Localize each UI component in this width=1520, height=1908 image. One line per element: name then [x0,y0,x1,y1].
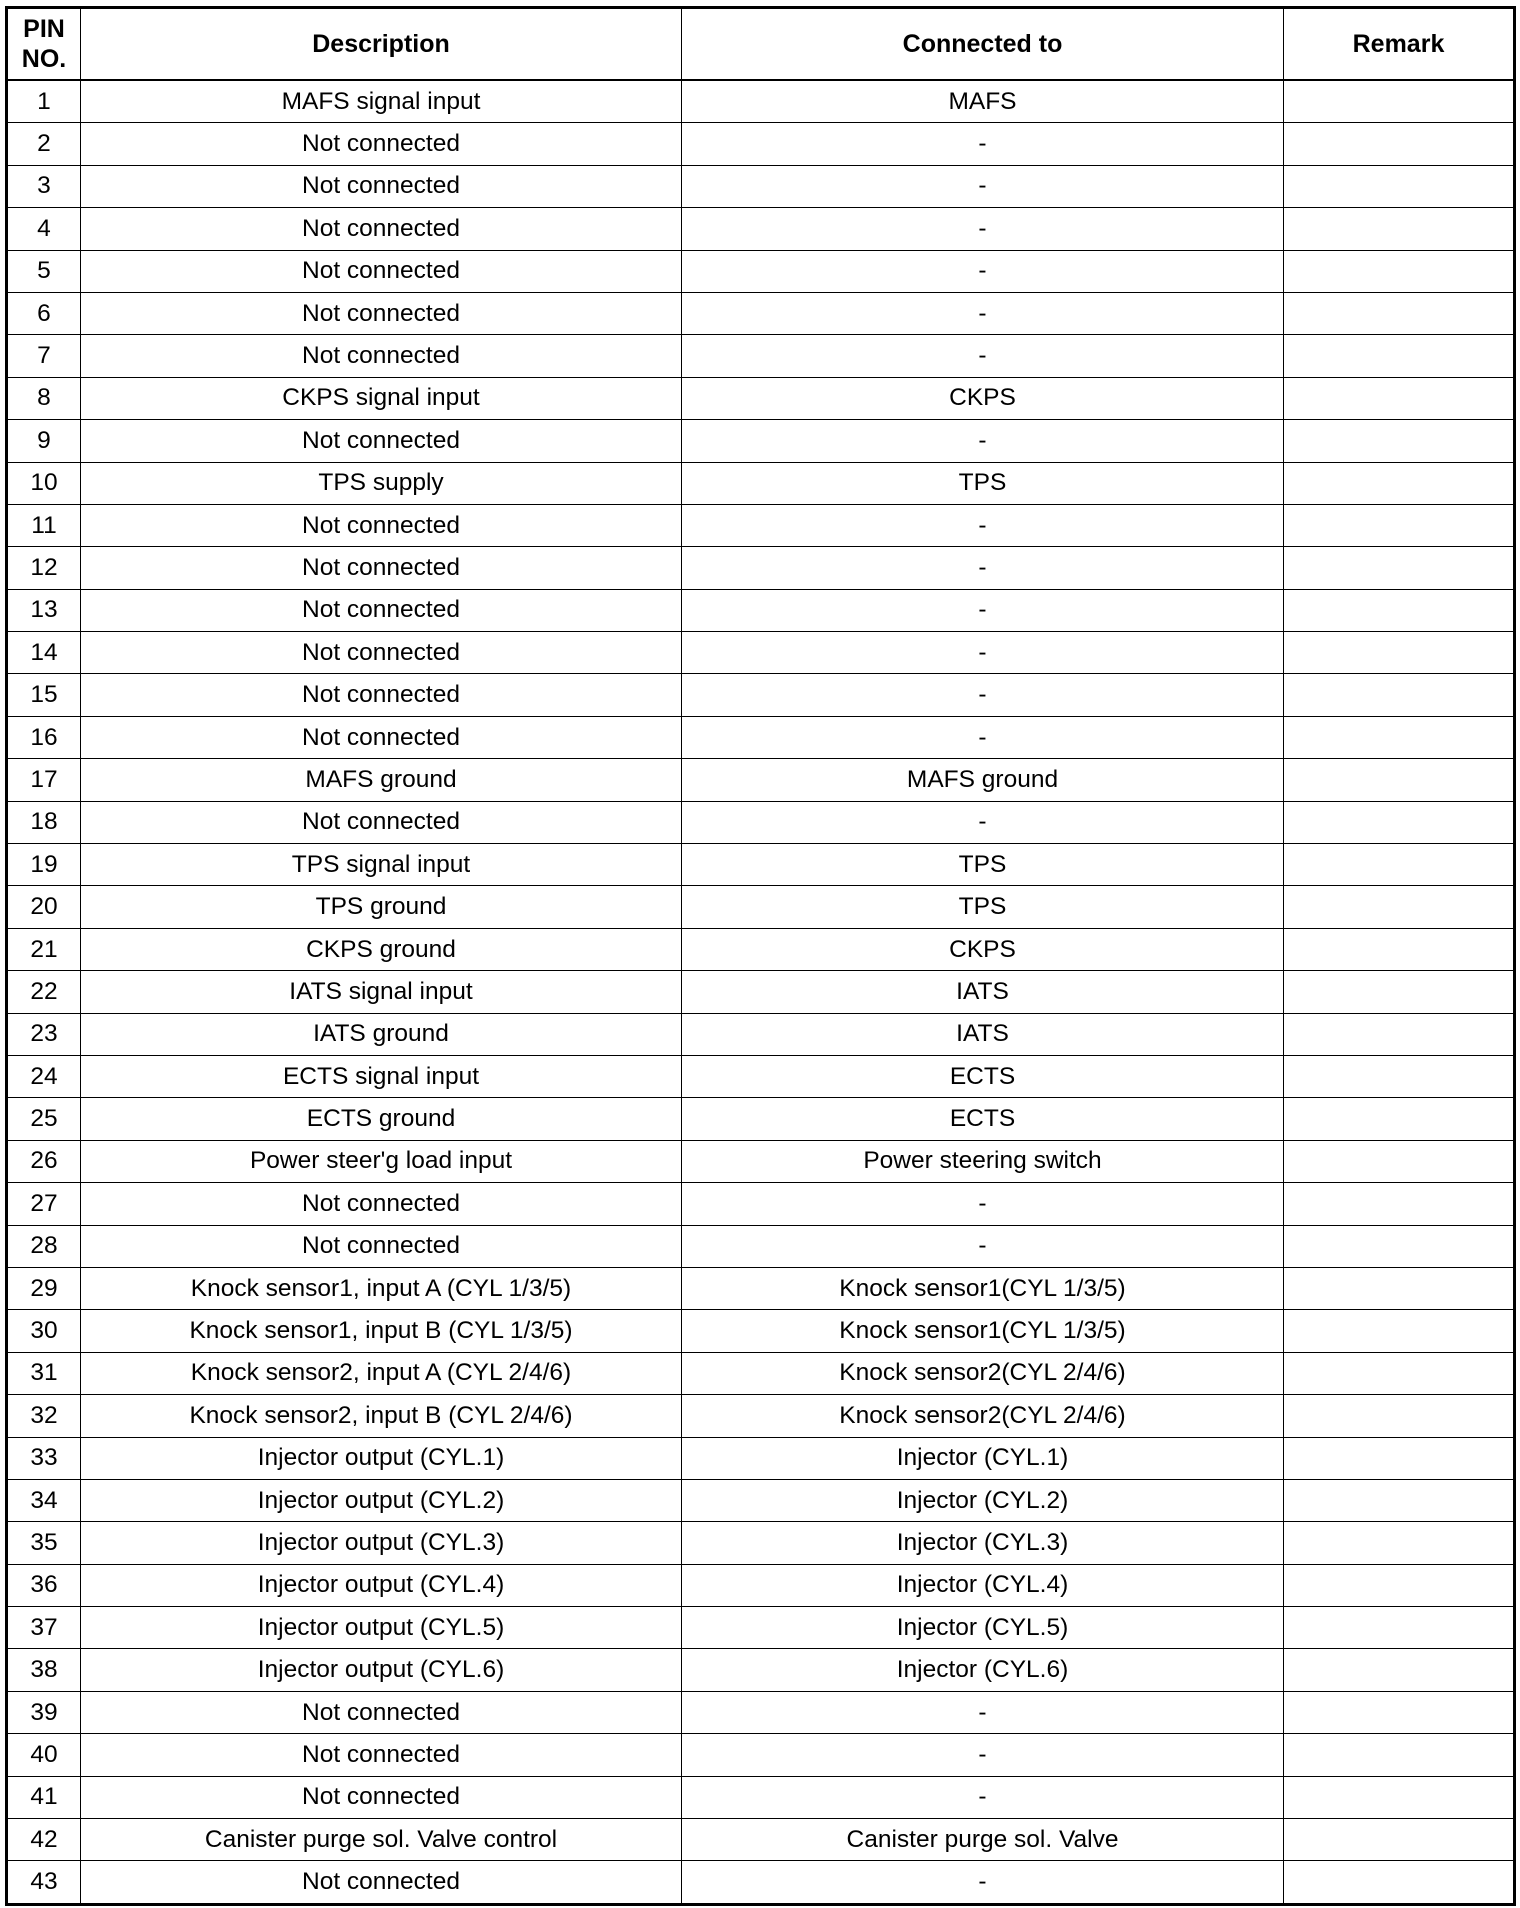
description-cell: Knock sensor1, input B (CYL 1/3/5) [81,1310,682,1352]
connected-to-cell: TPS [682,844,1284,886]
pin-no-cell: 33 [7,1437,81,1479]
description-cell: Not connected [81,632,682,674]
description-cell: Not connected [81,674,682,716]
connected-to-cell: MAFS ground [682,759,1284,801]
pin-no-cell: 2 [7,123,81,165]
description-cell: TPS supply [81,462,682,504]
pin-no-cell: 11 [7,504,81,546]
connected-to-cell: - [682,632,1284,674]
connected-to-cell: Knock sensor1(CYL 1/3/5) [682,1267,1284,1309]
description-cell: Not connected [81,1183,682,1225]
pin-no-cell: 14 [7,632,81,674]
pin-no-cell: 4 [7,208,81,250]
table-row [7,589,1515,631]
remark-cell [1284,80,1515,123]
pin-no-cell: 18 [7,801,81,843]
description-cell: TPS signal input [81,844,682,886]
connected-to-cell: Knock sensor1(CYL 1/3/5) [682,1310,1284,1352]
description-cell: IATS signal input [81,971,682,1013]
remark-cell [1284,971,1515,1013]
table-row [7,1649,1515,1691]
pin-no-cell: 28 [7,1225,81,1267]
pin-no-cell: 38 [7,1649,81,1691]
connected-to-cell: - [682,123,1284,165]
description-cell: Injector output (CYL.4) [81,1564,682,1606]
connected-to-cell: Injector (CYL.5) [682,1607,1284,1649]
table-row [7,504,1515,546]
pin-no-cell: 29 [7,1267,81,1309]
remark-cell [1284,1013,1515,1055]
connected-to-cell: - [682,504,1284,546]
pin-no-cell: 35 [7,1522,81,1564]
connected-to-cell: TPS [682,886,1284,928]
table-row [7,377,1515,419]
pin-no-cell: 39 [7,1691,81,1733]
table-header [7,8,1515,81]
connected-to-cell: IATS [682,971,1284,1013]
table-row [7,1437,1515,1479]
table-row [7,1691,1515,1733]
description-cell: Not connected [81,801,682,843]
remark-cell [1284,674,1515,716]
table-row [7,208,1515,250]
remark-cell [1284,547,1515,589]
description-cell: Not connected [81,208,682,250]
pin-no-cell: 40 [7,1734,81,1776]
table-row [7,1225,1515,1267]
table-row [7,716,1515,758]
description-cell: Not connected [81,165,682,207]
remark-cell [1284,1734,1515,1776]
description-cell: CKPS ground [81,928,682,970]
pin-no-cell: 30 [7,1310,81,1352]
description-cell: Not connected [81,420,682,462]
connected-to-cell: ECTS [682,1055,1284,1097]
connected-to-cell: - [682,801,1284,843]
remark-cell [1284,165,1515,207]
table-row [7,844,1515,886]
description-cell: Injector output (CYL.6) [81,1649,682,1691]
connected-to-cell: ECTS [682,1098,1284,1140]
connected-to-cell: - [682,1691,1284,1733]
connected-to-cell: Injector (CYL.1) [682,1437,1284,1479]
remark-cell [1284,1225,1515,1267]
connected-to-cell: CKPS [682,928,1284,970]
table-row [7,674,1515,716]
description-cell: Not connected [81,335,682,377]
table-row [7,1395,1515,1437]
pin-no-cell: 36 [7,1564,81,1606]
table-row [7,1522,1515,1564]
table-row [7,1564,1515,1606]
pin-no-cell: 13 [7,589,81,631]
remark-cell [1284,844,1515,886]
remark-cell [1284,1649,1515,1691]
table-row [7,1267,1515,1309]
connected-to-cell: - [682,1861,1284,1904]
connected-to-cell: - [682,335,1284,377]
remark-cell [1284,504,1515,546]
table-row [7,1479,1515,1521]
connected-to-cell: - [682,674,1284,716]
table-row [7,462,1515,504]
remark-cell [1284,335,1515,377]
pin-no-cell: 26 [7,1140,81,1182]
table-row [7,1776,1515,1818]
remark-cell [1284,632,1515,674]
table-row [7,1183,1515,1225]
table-row [7,420,1515,462]
table-row [7,1607,1515,1649]
table-row [7,1013,1515,1055]
pin-no-cell: 9 [7,420,81,462]
remark-cell [1284,801,1515,843]
description-cell: Canister purge sol. Valve control [81,1819,682,1861]
pin-no-cell: 8 [7,377,81,419]
pin-no-cell: 22 [7,971,81,1013]
description-cell: Not connected [81,250,682,292]
connected-to-cell: IATS [682,1013,1284,1055]
pin-no-cell: 42 [7,1819,81,1861]
remark-cell [1284,1522,1515,1564]
remark-cell [1284,1776,1515,1818]
pin-no-cell: 41 [7,1776,81,1818]
remark-cell [1284,1395,1515,1437]
remark-cell [1284,1055,1515,1097]
pin-no-cell: 27 [7,1183,81,1225]
remark-cell [1284,1183,1515,1225]
connected-to-cell: - [682,589,1284,631]
connected-to-cell: - [682,1776,1284,1818]
remark-cell [1284,1861,1515,1904]
connected-to-cell: Power steering switch [682,1140,1284,1182]
description-cell: Not connected [81,1225,682,1267]
connected-to-cell: - [682,716,1284,758]
pin-no-cell: 25 [7,1098,81,1140]
pin-no-cell: 16 [7,716,81,758]
description-cell: Not connected [81,504,682,546]
description-cell: Power steer'g load input [81,1140,682,1182]
header-pin-line2: NO. [21,45,67,73]
table-row [7,1352,1515,1394]
pin-no-cell: 6 [7,292,81,334]
table-row [7,1055,1515,1097]
pin-no-cell: 24 [7,1055,81,1097]
description-cell: Not connected [81,1691,682,1733]
table-row [7,1734,1515,1776]
description-cell: Not connected [81,123,682,165]
remark-cell [1284,292,1515,334]
table-row [7,801,1515,843]
table-row [7,250,1515,292]
remark-cell [1284,1819,1515,1861]
table-row [7,547,1515,589]
table-body [7,80,1515,1904]
remark-cell [1284,1267,1515,1309]
connected-to-cell: - [682,1183,1284,1225]
connected-to-cell: TPS [682,462,1284,504]
header-pin-line1: PIN [23,15,65,43]
remark-cell [1284,1607,1515,1649]
connected-to-cell: CKPS [682,377,1284,419]
table-row [7,1310,1515,1352]
table-row [7,759,1515,801]
remark-cell [1284,1479,1515,1521]
header-pin-no [7,8,81,81]
description-cell: Not connected [81,1861,682,1904]
connected-to-cell: Knock sensor2(CYL 2/4/6) [682,1352,1284,1394]
remark-cell [1284,1310,1515,1352]
table-row [7,1819,1515,1861]
pin-assignment-table [5,6,1516,1906]
pin-no-cell: 31 [7,1352,81,1394]
remark-cell [1284,1691,1515,1733]
table-row [7,1861,1515,1904]
description-cell: Knock sensor2, input B (CYL 2/4/6) [81,1395,682,1437]
description-cell: Injector output (CYL.2) [81,1479,682,1521]
pin-no-cell: 7 [7,335,81,377]
remark-cell [1284,1352,1515,1394]
table-row [7,1098,1515,1140]
description-cell: Not connected [81,1734,682,1776]
pin-no-cell: 37 [7,1607,81,1649]
connected-to-cell: Injector (CYL.4) [682,1564,1284,1606]
remark-cell [1284,250,1515,292]
table-row [7,165,1515,207]
remark-cell [1284,462,1515,504]
connected-to-cell: - [682,165,1284,207]
remark-cell [1284,377,1515,419]
pin-no-cell: 19 [7,844,81,886]
remark-cell [1284,886,1515,928]
description-cell: Injector output (CYL.1) [81,1437,682,1479]
table-row [7,292,1515,334]
table-row [7,971,1515,1013]
pin-no-cell: 15 [7,674,81,716]
pin-no-cell: 10 [7,462,81,504]
remark-cell [1284,589,1515,631]
connected-to-cell: Injector (CYL.3) [682,1522,1284,1564]
remark-cell [1284,1140,1515,1182]
connected-to-cell: - [682,547,1284,589]
description-cell: Knock sensor1, input A (CYL 1/3/5) [81,1267,682,1309]
connected-to-cell: Injector (CYL.6) [682,1649,1284,1691]
pin-no-cell: 5 [7,250,81,292]
connected-to-cell: Canister purge sol. Valve [682,1819,1284,1861]
connected-to-cell: Knock sensor2(CYL 2/4/6) [682,1395,1284,1437]
table-row [7,335,1515,377]
description-cell: Not connected [81,1776,682,1818]
connected-to-cell: - [682,208,1284,250]
description-cell: TPS ground [81,886,682,928]
remark-cell [1284,759,1515,801]
pin-no-cell: 17 [7,759,81,801]
pin-no-cell: 43 [7,1861,81,1904]
remark-cell [1284,123,1515,165]
header-row [7,8,1515,81]
table-row [7,632,1515,674]
connected-to-cell: - [682,1734,1284,1776]
description-cell: Not connected [81,292,682,334]
remark-cell [1284,716,1515,758]
table-row [7,886,1515,928]
connected-to-cell: - [682,250,1284,292]
remark-cell [1284,1564,1515,1606]
pin-no-cell: 20 [7,886,81,928]
header-connected-to: Connected to [682,8,1284,81]
table-row [7,80,1515,123]
description-cell: Not connected [81,716,682,758]
description-cell: MAFS ground [81,759,682,801]
connected-to-cell: Injector (CYL.2) [682,1479,1284,1521]
header-remark: Remark [1284,8,1515,81]
pin-no-cell: 1 [7,80,81,123]
connected-to-cell: - [682,292,1284,334]
pin-no-cell: 3 [7,165,81,207]
pin-no-cell: 12 [7,547,81,589]
description-cell: Knock sensor2, input A (CYL 2/4/6) [81,1352,682,1394]
description-cell: IATS ground [81,1013,682,1055]
description-cell: ECTS ground [81,1098,682,1140]
connected-to-cell: MAFS [682,80,1284,123]
remark-cell [1284,1098,1515,1140]
description-cell: CKPS signal input [81,377,682,419]
table-row [7,123,1515,165]
connected-to-cell: - [682,420,1284,462]
table-row [7,1140,1515,1182]
remark-cell [1284,928,1515,970]
description-cell: Injector output (CYL.5) [81,1607,682,1649]
pin-no-cell: 34 [7,1479,81,1521]
connected-to-cell: - [682,1225,1284,1267]
description-cell: Injector output (CYL.3) [81,1522,682,1564]
header-description: Description [81,8,682,81]
remark-cell [1284,1437,1515,1479]
pin-no-cell: 32 [7,1395,81,1437]
description-cell: Not connected [81,589,682,631]
description-cell: ECTS signal input [81,1055,682,1097]
remark-cell [1284,420,1515,462]
description-cell: MAFS signal input [81,80,682,123]
pin-no-cell: 21 [7,928,81,970]
remark-cell [1284,208,1515,250]
table-row [7,928,1515,970]
pin-no-cell: 23 [7,1013,81,1055]
description-cell: Not connected [81,547,682,589]
